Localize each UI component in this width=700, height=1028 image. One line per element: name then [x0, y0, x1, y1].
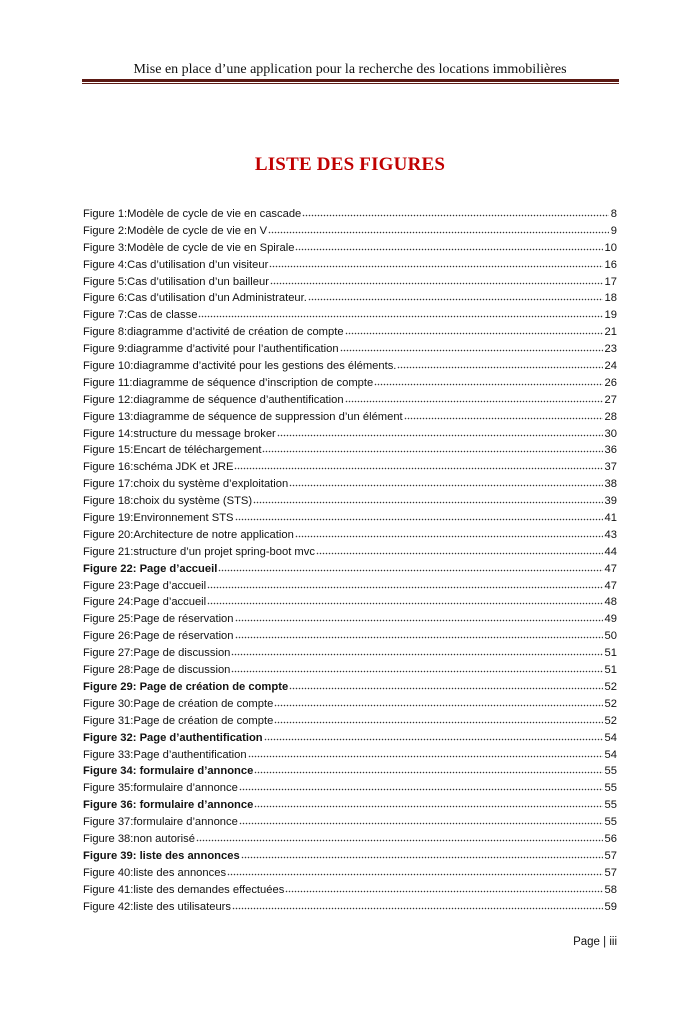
figure-entry-label: Figure 12:diagramme de séquence d’authentification: [83, 393, 344, 406]
figure-entry-label: Figure 21:structure d’un projet spring-boot mvc: [83, 545, 315, 558]
figure-entry-page: 55: [604, 765, 617, 778]
figure-entry[interactable]: [83, 611, 617, 628]
figure-entry[interactable]: [83, 747, 617, 764]
figure-entry-label: Figure 27:Page de discussion: [83, 647, 231, 660]
figure-entry[interactable]: [83, 527, 617, 544]
figure-entry-page: 36: [604, 444, 617, 457]
figure-entry-page: 16: [604, 258, 617, 271]
figure-entry-label: Figure 15:Encart de téléchargement: [83, 444, 262, 457]
figure-entry[interactable]: [83, 865, 617, 882]
page-title: LISTE DES FIGURES: [254, 154, 446, 175]
figure-entry-page: 58: [604, 883, 617, 896]
dot-leader: [308, 291, 603, 301]
figure-entry-label: Figure 33:Page d’authentification: [83, 748, 247, 761]
figure-entry-page: 55: [604, 816, 617, 829]
dot-leader: [270, 275, 603, 285]
figure-entry-label: Figure 30:Page de création de compte: [83, 697, 274, 710]
dot-leader: [232, 900, 603, 910]
figure-entry-label: Figure 22: Page d’accueil: [83, 562, 218, 575]
figure-entry-page: 27: [604, 393, 617, 406]
figure-entry-page: 41: [604, 512, 617, 525]
figure-entry-label: Figure 17:choix du système d’exploitation: [83, 478, 289, 491]
figure-entry[interactable]: [83, 274, 617, 291]
figure-entry-label: Figure 28:Page de discussion: [83, 664, 231, 677]
figure-entry[interactable]: [83, 561, 617, 578]
dot-leader: [262, 443, 602, 453]
figure-entry-label: Figure 16:schéma JDK et JRE: [83, 461, 234, 474]
dot-leader: [234, 460, 602, 470]
figure-entry-label: Figure 10:diagramme d’activité pour les gestions des éléments.: [83, 360, 397, 373]
figure-entry-page: 52: [604, 714, 617, 727]
figure-entry[interactable]: [83, 578, 617, 595]
dot-leader: [218, 562, 602, 572]
figure-entry[interactable]: [83, 763, 617, 780]
dot-leader: [274, 714, 602, 724]
figure-entry-label: Figure 19:Environnement STS: [83, 512, 234, 525]
figure-entry-page: 50: [604, 630, 617, 643]
figure-entry-page: 55: [604, 782, 617, 795]
dot-leader: [345, 325, 603, 335]
figure-entry-label: Figure 31:Page de création de compte: [83, 714, 274, 727]
figure-entry[interactable]: [83, 290, 617, 307]
figure-entry-page: 10: [604, 241, 617, 254]
figure-entry[interactable]: [83, 341, 617, 358]
figure-entry-page: 18: [604, 292, 617, 305]
dot-leader: [235, 629, 603, 639]
figure-entry[interactable]: [83, 510, 617, 527]
figure-entry-label: Figure 13:diagramme de séquence de suppression d’un élément: [83, 410, 403, 423]
dot-leader: [241, 849, 603, 859]
figure-entry[interactable]: [83, 594, 617, 611]
dot-leader: [239, 815, 603, 825]
figure-entry[interactable]: [83, 358, 617, 375]
dot-leader: [235, 511, 603, 521]
figure-entry[interactable]: [83, 713, 617, 730]
figure-entry[interactable]: [83, 780, 617, 797]
dot-leader: [207, 579, 602, 589]
figure-entry[interactable]: [83, 375, 617, 392]
dot-leader: [239, 781, 603, 791]
figure-entry-page: 54: [604, 731, 617, 744]
figure-entry-page: 17: [604, 275, 617, 288]
figure-entry-page: 43: [604, 528, 617, 541]
figure-entry-page: 8: [610, 208, 617, 220]
dot-leader: [289, 680, 602, 690]
figure-entry-label: Figure 29: Page de création de compte: [83, 680, 289, 693]
figure-entry[interactable]: [83, 442, 617, 459]
figure-entry[interactable]: [83, 814, 617, 831]
figure-entry[interactable]: [83, 459, 617, 476]
figure-entry-page: 19: [604, 309, 617, 322]
figure-entry-page: 52: [604, 697, 617, 710]
figure-entry-label: Figure 35:formulaire d’annonce: [83, 782, 238, 795]
figure-entry-label: Figure 6:Cas d’utilisation d’un Administrateur.: [83, 292, 307, 305]
figure-entry[interactable]: [83, 206, 617, 223]
dot-leader: [235, 612, 603, 622]
figure-entry-label: Figure 25:Page de réservation: [83, 613, 234, 626]
figure-entry-label: Figure 40:liste des annonces: [83, 866, 227, 879]
figure-entry-page: 49: [604, 613, 617, 626]
dot-leader: [268, 224, 609, 234]
figure-entry-label: Figure 38:non autorisé: [83, 832, 195, 845]
figure-entry[interactable]: [83, 797, 617, 814]
figure-entry[interactable]: [83, 730, 617, 747]
figure-entry-label: Figure 1:Modèle de cycle de vie en cascade: [83, 208, 302, 220]
figure-entry-page: 21: [604, 326, 617, 339]
figure-entry-label: Figure 5:Cas d’utilisation d’un bailleur: [83, 275, 269, 288]
figure-entry-label: Figure 37:formulaire d’annonce: [83, 816, 238, 829]
figure-entry-page: 44: [604, 545, 617, 558]
figure-entry-label: Figure 41:liste des demandes effectuées: [83, 883, 285, 896]
figure-entry[interactable]: [83, 240, 617, 257]
figure-entry-page: 54: [604, 748, 617, 761]
dot-leader: [295, 528, 603, 538]
figure-entry-label: Figure 18:choix du système (STS): [83, 495, 253, 508]
dot-leader: [277, 427, 603, 437]
figure-entry-label: Figure 7:Cas de classe: [83, 309, 198, 322]
figure-entry-page: 57: [604, 866, 617, 879]
dot-leader: [302, 207, 608, 217]
figure-entry-page: 51: [604, 664, 617, 677]
figure-entry-label: Figure 24:Page d’accueil: [83, 596, 207, 609]
figure-entry-page: 23: [604, 343, 617, 356]
figure-entry[interactable]: [83, 831, 617, 848]
figure-entry[interactable]: [83, 223, 617, 240]
dot-leader: [285, 883, 602, 893]
figure-entry[interactable]: [83, 307, 617, 324]
figure-list: [83, 206, 617, 915]
figure-entry-label: Figure 36: formulaire d’annonce: [83, 799, 254, 812]
figure-entry[interactable]: [83, 324, 617, 341]
figure-entry-page: 57: [604, 849, 617, 862]
figure-entry[interactable]: [83, 476, 617, 493]
dot-leader: [340, 342, 603, 352]
figure-entry[interactable]: [83, 645, 617, 662]
dot-leader: [397, 359, 602, 369]
figure-entry-page: 26: [604, 376, 617, 389]
dot-leader: [289, 477, 602, 487]
dot-leader: [253, 494, 602, 504]
dot-leader: [316, 545, 603, 555]
figure-entry-page: 9: [610, 224, 617, 237]
figure-entry[interactable]: [83, 257, 617, 274]
figure-entry-page: 47: [604, 579, 617, 592]
figure-entry-page: 24: [604, 360, 617, 373]
figure-entry-page: 30: [604, 427, 617, 440]
dot-leader: [345, 393, 603, 403]
figure-entry[interactable]: [83, 392, 617, 409]
figure-entry-page: 59: [604, 900, 617, 913]
figure-entry[interactable]: [83, 848, 617, 865]
figure-entry-page: 39: [604, 495, 617, 508]
dot-leader: [295, 241, 602, 251]
figure-entry-label: Figure 20:Architecture de notre application: [83, 528, 294, 541]
dot-leader: [269, 258, 602, 268]
figure-entry-label: Figure 3:Modèle de cycle de vie en Spirale: [83, 241, 295, 254]
header-rule: [82, 79, 619, 82]
figure-entry[interactable]: [83, 544, 617, 561]
figure-entry-page: 56: [604, 832, 617, 845]
figure-entry[interactable]: [83, 679, 617, 696]
figure-entry-page: 28: [604, 410, 617, 423]
page-footer: Page | iii: [573, 936, 617, 948]
dot-leader: [374, 376, 602, 386]
figure-entry[interactable]: [83, 662, 617, 679]
dot-leader: [198, 308, 602, 318]
figure-entry-label: Figure 11:diagramme de séquence d’inscription de compte: [83, 376, 374, 389]
figure-entry-label: Figure 9:diagramme d’activité pour l’authentification: [83, 343, 339, 356]
dot-leader: [404, 410, 603, 420]
dot-leader: [264, 731, 603, 741]
figure-entry-label: Figure 26:Page de réservation: [83, 630, 234, 643]
dot-leader: [254, 798, 602, 808]
figure-entry[interactable]: [83, 409, 617, 426]
figure-entry-label: Figure 4:Cas d’utilisation d’un visiteur: [83, 258, 269, 271]
figure-entry-label: Figure 39: liste des annonces: [83, 849, 240, 862]
figure-entry-label: Figure 14:structure du message broker: [83, 427, 276, 440]
figure-entry-page: 47: [604, 562, 617, 575]
figure-entry[interactable]: [83, 696, 617, 713]
figure-entry-label: Figure 2:Modèle de cycle de vie en V: [83, 224, 268, 237]
figure-entry-label: Figure 8:diagramme d’activité de création de compte: [83, 326, 344, 339]
figure-entry[interactable]: [83, 882, 617, 899]
dot-leader: [274, 697, 602, 707]
figure-entry-label: Figure 42:liste des utilisateurs: [83, 900, 231, 913]
dot-leader: [231, 663, 602, 673]
header-rule-thin: [82, 83, 619, 84]
dot-leader: [227, 866, 603, 876]
figure-entry[interactable]: [83, 493, 617, 510]
figure-entry[interactable]: [83, 628, 617, 645]
figure-entry-page: 51: [604, 647, 617, 660]
figure-entry-page: 55: [604, 799, 617, 812]
dot-leader: [248, 748, 603, 758]
running-header: Mise en place d’une application pour la recherche des locations immobilières: [133, 62, 567, 77]
figure-entry-label: Figure 34: formulaire d’annonce: [83, 765, 254, 778]
dot-leader: [254, 764, 602, 774]
dot-leader: [196, 832, 603, 842]
dot-leader: [231, 646, 602, 656]
figure-entry-page: 37: [604, 461, 617, 474]
figure-entry-page: 52: [604, 680, 617, 693]
figure-entry-label: Figure 32: Page d’authentification: [83, 731, 263, 744]
figure-entry-label: Figure 23:Page d’accueil: [83, 579, 207, 592]
figure-entry[interactable]: [83, 426, 617, 443]
figure-entry-page: 48: [604, 596, 617, 609]
figure-entry[interactable]: [83, 899, 617, 916]
dot-leader: [207, 595, 602, 605]
figure-entry-page: 38: [604, 478, 617, 491]
